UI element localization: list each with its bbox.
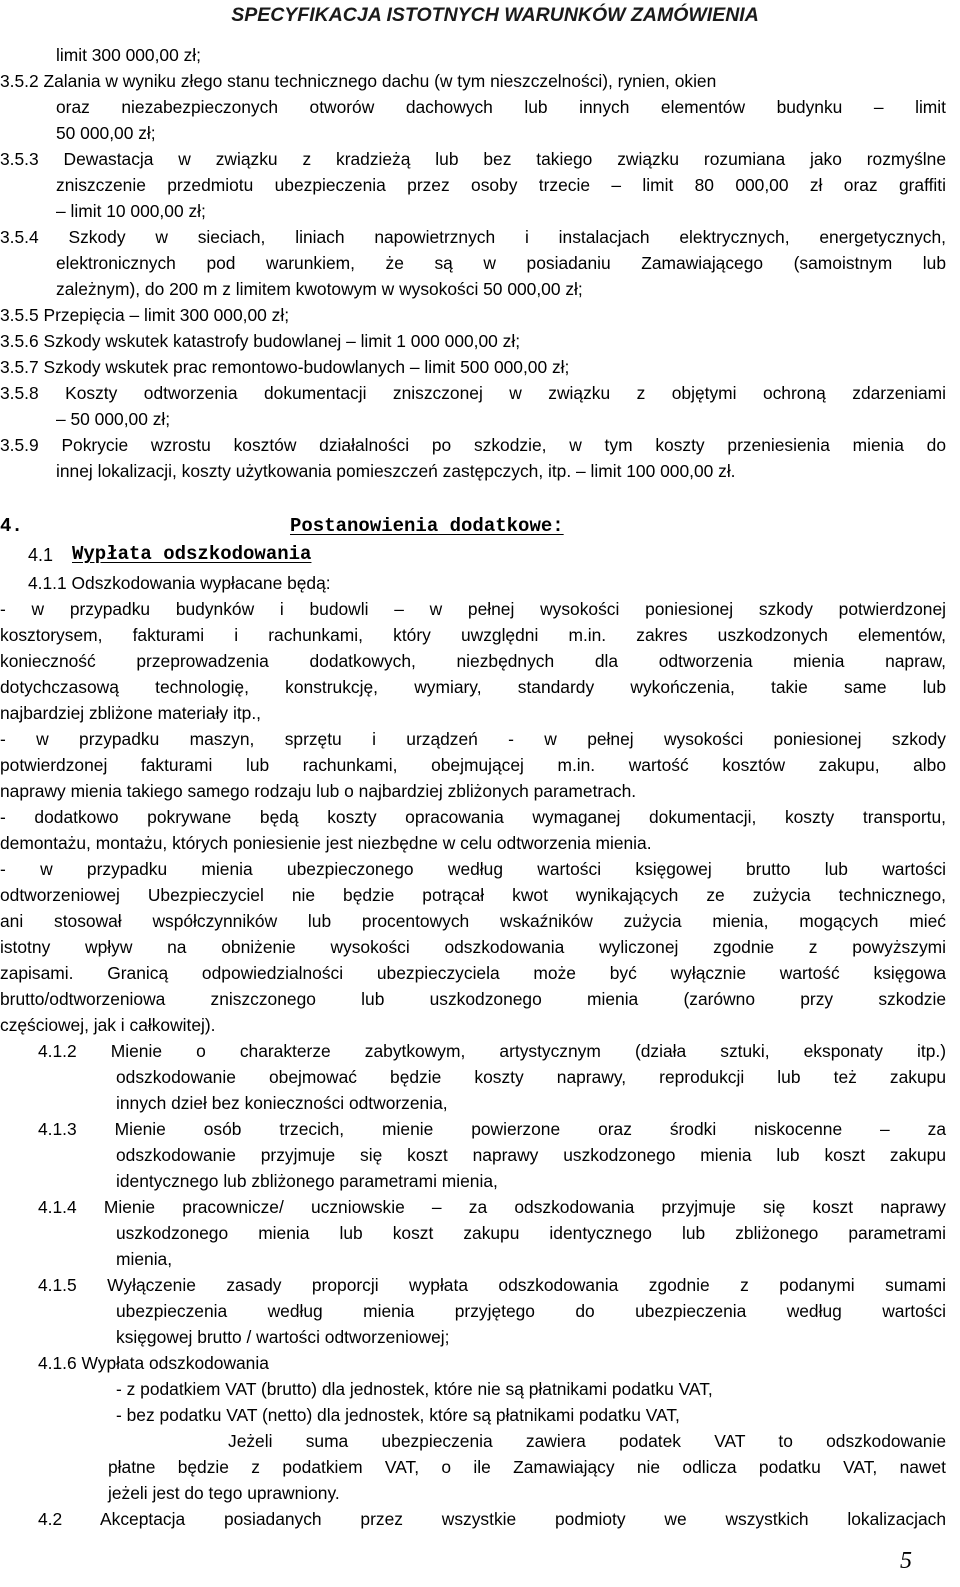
- text-line: odszkodowanie obejmować będzie koszty naprawy, reprodukcji lub też zakupu: [116, 1067, 946, 1087]
- text-line: 4.1.3 Mienie osób trzecich, mienie powierzone oraz środki niskocenne – za: [38, 1119, 946, 1139]
- text-line: konieczność przeprowadzenia dodatkowych, niezbędnych dla odtworzenia mienia napraw,: [0, 651, 946, 671]
- text-line: ani stosował współczynników lub procentowych wskaźników zużycia mienia, mogących mieć: [0, 911, 946, 931]
- text-line: zależnym), do 200 m z limitem kwotowym w wysokości 50 000,00 zł;: [56, 279, 583, 299]
- text-line: 4.2 Akceptacja posiadanych przez wszystkie podmioty we wszystkich lokalizacjach: [38, 1509, 946, 1529]
- text-line: - dodatkowo pokrywane będą koszty opracowania wymaganej dokumentacji, koszty transportu,: [0, 807, 946, 827]
- text-line: potwierdzonej fakturami lub rachunkami, obejmującej m.in. wartość kosztów zakupu, albo: [0, 755, 946, 775]
- text-line: Jeżeli suma ubezpieczenia zawiera podatek VAT to odszkodowanie: [228, 1431, 946, 1451]
- section-title: Postanowienia dodatkowe:: [290, 515, 564, 537]
- text-line: naprawy mienia takiego samego rodzaju lub o najbardziej zbliżonych parametrach.: [0, 781, 637, 801]
- text-line: identycznego lub zbliżonego parametrami mienia,: [116, 1171, 498, 1191]
- text-line: - w przypadku budynków i budowli – w pełnej wysokości poniesionej szkody potwierdzonej: [0, 599, 946, 619]
- text-line: mienia,: [116, 1249, 173, 1269]
- text-line: - bez podatku VAT (netto) dla jednostek, które są płatnikami podatku VAT,: [116, 1405, 680, 1425]
- document-header: [0, 4, 960, 27]
- text-line: 4.1.1 Odszkodowania wypłacane będą:: [28, 573, 331, 593]
- text-line: elektronicznych pod warunkiem, że są w posiadaniu Zamawiającego (samoistnym lub: [56, 253, 946, 273]
- text-line: 3.5.5 Przepięcia – limit 300 000,00 zł;: [0, 305, 290, 325]
- text-line: – 50 000,00 zł;: [56, 409, 171, 429]
- text-line: 4.1.2 Mienie o charakterze zabytkowym, artystycznym (działa sztuki, eksponaty itp.): [38, 1041, 946, 1061]
- text-line: innej lokalizacji, koszty użytkowania pomieszczeń zastępczych, itp. – limit 100 000,00 zł.: [56, 461, 736, 481]
- text-line: zapisami. Granicą odpowiedzialności ubezpieczyciela może być wyłącznie wartość księgowa: [0, 963, 946, 983]
- text-line: istotny wpływ na obniżenie wysokości odszkodowania wyliczonej zgodnie z powyższymi: [0, 937, 946, 957]
- text-line: księgowej brutto / wartości odtworzeniowej;: [116, 1327, 450, 1347]
- text-line: oraz niezabezpieczonych otworów dachowych lub innych elementów budynku – limit: [56, 97, 946, 117]
- section-number: 4.: [0, 515, 23, 537]
- page-number: 5: [900, 1548, 912, 1574]
- text-line: 3.5.7 Szkody wskutek prac remontowo-budowlanych – limit 500 000,00 zł;: [0, 357, 570, 377]
- text-line: dotychczasową technologię, konstrukcję, wymiary, standardy wykończenia, takie same lub: [0, 677, 946, 697]
- text-line: 50 000,00 zł;: [56, 123, 156, 143]
- text-line: limit 300 000,00 zł;: [56, 45, 202, 65]
- text-line: najbardziej zbliżone materiały itp.,: [0, 703, 261, 723]
- text-line: demontażu, montażu, których poniesienie jest niezbędne w celu odtworzenia mienia.: [0, 833, 652, 853]
- text-line: - z podatkiem VAT (brutto) dla jednostek, które nie są płatnikami podatku VAT,: [116, 1379, 713, 1399]
- text-line: 3.5.2 Zalania w wyniku złego stanu technicznego dachu (w tym nieszczelności), rynien, okien: [0, 71, 717, 91]
- text-line: 3.5.4 Szkody w sieciach, liniach napowietrznych i instalacjach elektrycznych, energetycznych,: [0, 227, 946, 247]
- text-line: ubezpieczenia według mienia przyjętego do ubezpieczenia według wartości: [116, 1301, 946, 1321]
- text-line: 4.1.6 Wypłata odszkodowania: [38, 1353, 269, 1373]
- text-line: uszkodzonego mienia lub koszt zakupu identycznego lub zbliżonego parametrami: [116, 1223, 946, 1243]
- text-line: kosztorysem, fakturami i rachunkami, który uwzględni m.in. zakres uszkodzonych elementów,: [0, 625, 946, 645]
- text-line: – limit 10 000,00 zł;: [56, 201, 206, 221]
- text-line: 3.5.6 Szkody wskutek katastrofy budowlanej – limit 1 000 000,00 zł;: [0, 331, 521, 351]
- text-line: 4.1.5 Wyłączenie zasady proporcji wypłata odszkodowania zgodnie z podanymi sumami: [38, 1275, 946, 1295]
- text-line: 4.1.4 Mienie pracownicze/ uczniowskie – za odszkodowania przyjmuje się koszt naprawy: [38, 1197, 946, 1217]
- subsection-title: Wypłata odszkodowania: [72, 543, 312, 565]
- text-line: odtworzeniowej Ubezpieczyciel nie będzie potrącał kwot wynikających ze zużycia technicznego,: [0, 885, 946, 905]
- text-line: zniszczenie przedmiotu ubezpieczenia przez osoby trzecie – limit 80 000,00 zł oraz graffiti: [56, 175, 946, 195]
- text-line: 3.5.8 Koszty odtworzenia dokumentacji zniszczonej w związku z objętymi ochroną zdarzeniami: [0, 383, 946, 403]
- text-line: odszkodowanie przyjmuje się koszt naprawy uszkodzonego mienia lub koszt zakupu: [116, 1145, 946, 1165]
- text-line: częściowej, jak i całkowitej).: [0, 1015, 216, 1035]
- text-line: jeżeli jest do tego uprawniony.: [108, 1483, 340, 1503]
- text-line: - w przypadku maszyn, sprzętu i urządzeń - w pełnej wysokości poniesionej szkody: [0, 729, 946, 749]
- subsection-number: 4.1: [28, 545, 54, 565]
- header-title: SPECYFIKACJA ISTOTNYCH WARUNKÓW ZAMÓWIENIA: [231, 4, 759, 26]
- text-line: innych dzieł bez konieczności odtworzenia,: [116, 1093, 448, 1113]
- text-line: 3.5.3 Dewastacja w związku z kradzieżą lub bez takiego związku rozumiana jako rozmyślne: [0, 149, 946, 169]
- text-line: płatne będzie z podatkiem VAT, o ile Zamawiający nie odlicza podatku VAT, nawet: [108, 1457, 946, 1477]
- text-line: 3.5.9 Pokrycie wzrostu kosztów działalności po szkodzie, w tym koszty przeniesienia mienia do: [0, 435, 946, 455]
- text-line: brutto/odtworzeniowa zniszczonego lub uszkodzonego mienia (zarówno przy szkodzie: [0, 989, 946, 1009]
- text-line: - w przypadku mienia ubezpieczonego według wartości księgowej brutto lub wartości: [0, 859, 946, 879]
